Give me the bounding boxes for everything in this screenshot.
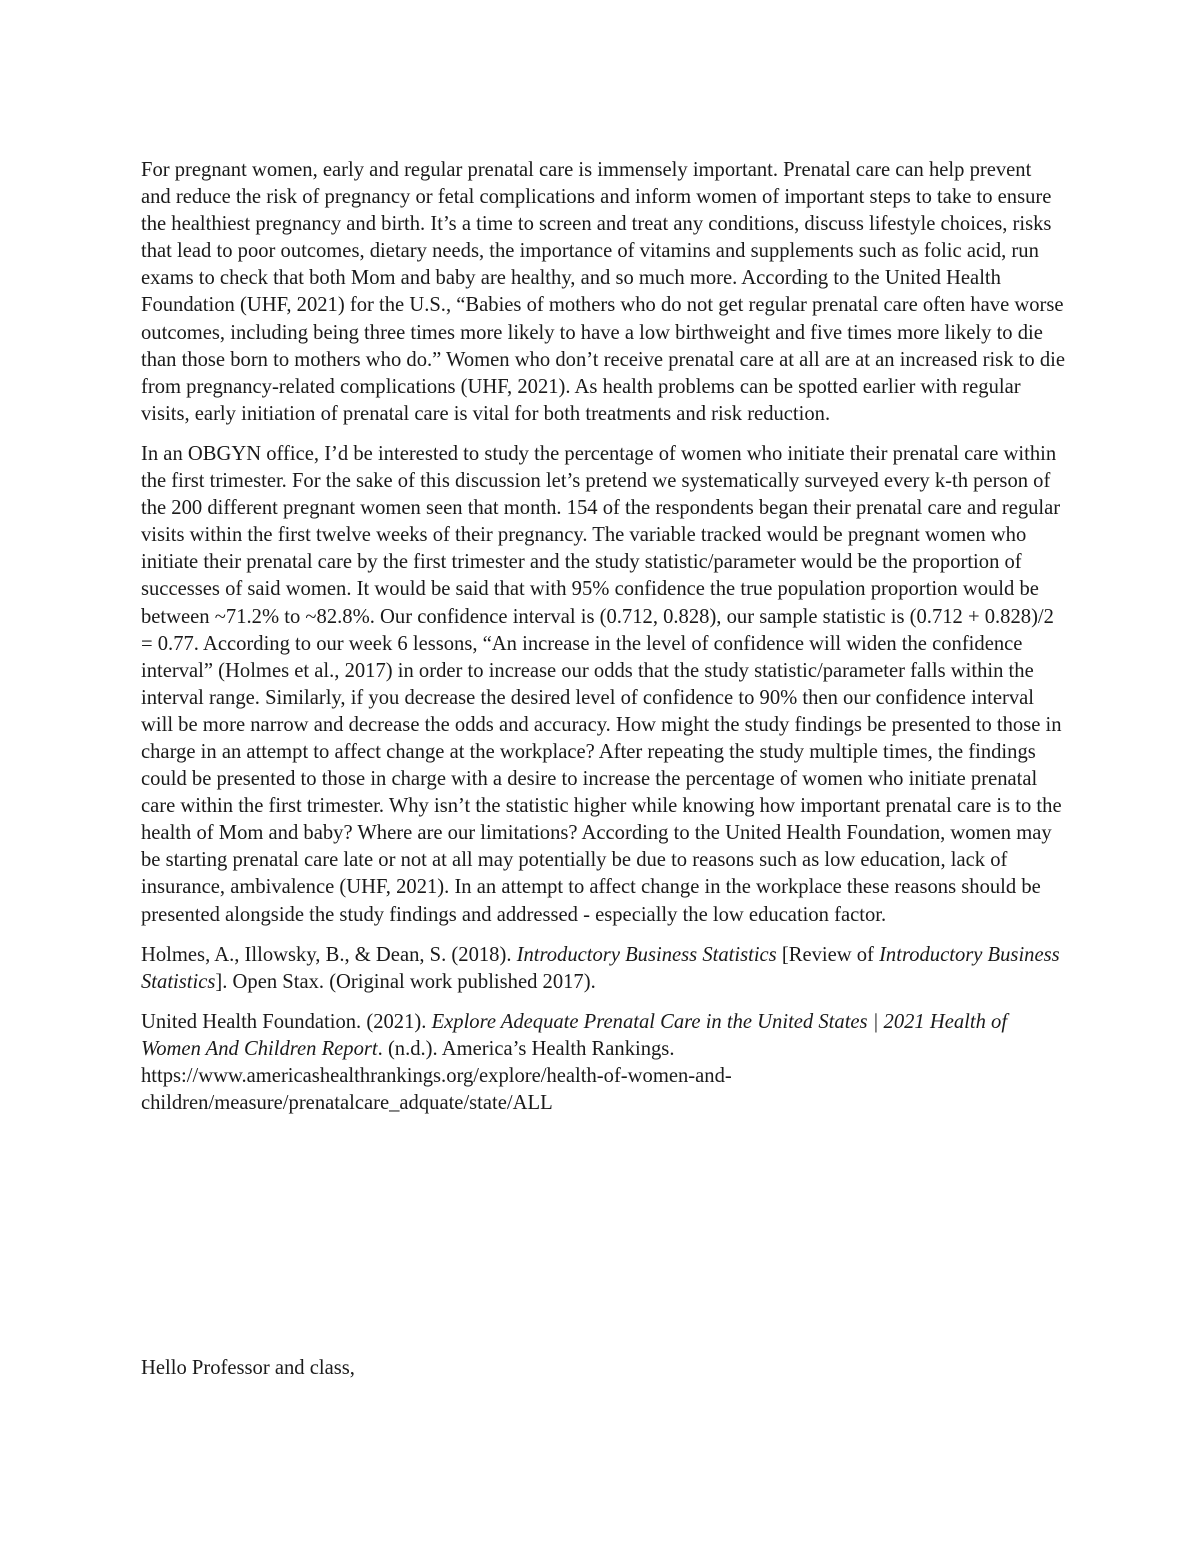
greeting-text: Hello Professor and class, xyxy=(141,1357,355,1379)
reference-uhf-url-line1[interactable]: https://www.americashealthrankings.org/explore/health-of-women-and- xyxy=(141,1065,732,1087)
paragraph-study: In an OBGYN office, I’d be interested to study the percentage of women who initiate their prenatal care within the first trimester. For the sake of this discussion let’s pretend we systematically surveyed every k-th person of the 200 different pregnant women seen that month. 154 of the respondents began their prenatal care and regular visits within the first twelve weeks of their pregnancy. The variable tracked would be pregnant women who initiate their prenatal care by the first trimester and the study statistic/parameter would be the proportion of successes of said women. It would be said that with 95% confidence the true population proportion would be between ~71.2% to ~82.8%. Our confidence interval is (0.712, 0.828), our sample statistic is (0.712 + 0.828)/2 = 0.77. According to our week 6 lessons, “An increase in the level of confidence will widen the confidence interval” (Holmes et al., 2017) in order to increase our odds that the study statistic/parameter falls within the interval range. Similarly, if you decrease the desired level of confidence to 90% then our confidence interval will be more narrow and decrease the odds and accuracy. How might the study findings be presented to those in charge in an attempt to affect change at the workplace? After repeating the study multiple times, the findings could be presented to those in charge with a desire to increase the percentage of women who initiate prenatal care within the first trimester. Why isn’t the statistic higher while knowing how important prenatal care is to the health of Mom and baby? Where are our limitations? According to the United Health Foundation, women may be starting prenatal care late or not at all may potentially be due to reasons such as low education, lack of insurance, ambivalence (UHF, 2021). In an attempt to affect change in the workplace these reasons should be presented alongside the study findings and addressed - especially the low education factor. xyxy=(141,442,1062,926)
document-body xyxy=(141,157,1066,1130)
reference-uhf-title: Explore Adequate Prenatal Care in the United States | 2021 Health of Women And Children Report xyxy=(141,1010,1008,1060)
reference-uhf-mid: . (n.d.). America’s Health Rankings. xyxy=(377,1037,675,1060)
reference-holmes-tail: ]. Open Stax. (Original work published 2017). xyxy=(215,970,596,993)
reference-holmes-title: Introductory Business Statistics xyxy=(516,943,777,966)
reference-uhf-url-line2[interactable]: children/measure/prenatalcare_adquate/state/ALL xyxy=(141,1092,553,1115)
reference-holmes-lead: Holmes, A., Illowsky, B., & Dean, S. (2018). xyxy=(141,943,517,966)
reference-holmes-review-title: Introductory Business Statistics xyxy=(141,943,1060,993)
reference-holmes xyxy=(141,942,1066,996)
reference-holmes-mid: [Review of xyxy=(776,943,880,966)
paragraph-intro: For pregnant women, early and regular prenatal care is immensely important. Prenatal care can help prevent and reduce the risk of pregnancy or fetal complications and inform women of important steps to take to ensure the healthiest pregnancy and birth. It’s a time to screen and treat any conditions, discuss lifestyle choices, risks that lead to poor outcomes, dietary needs, the importance of vitamins and supplements such as folic acid, run exams to check that both Mom and baby are healthy, and so much more. According to the United Health Foundation (UHF, 2021) for the U.S., “Babies of mothers who do not get regular prenatal care often have worse outcomes, including being three times more likely to have a low birthweight and five times more likely to die than those born to mothers who do.” Women who don’t receive prenatal care at all are at an increased risk to die from pregnancy-related complications (UHF, 2021). As health problems can be spotted earlier with regular visits, early initiation of prenatal care is vital for both treatments and risk reduction. xyxy=(141,159,1065,425)
reference-uhf xyxy=(141,1009,1066,1117)
reference-uhf-lead: United Health Foundation. (2021). xyxy=(141,1010,432,1033)
